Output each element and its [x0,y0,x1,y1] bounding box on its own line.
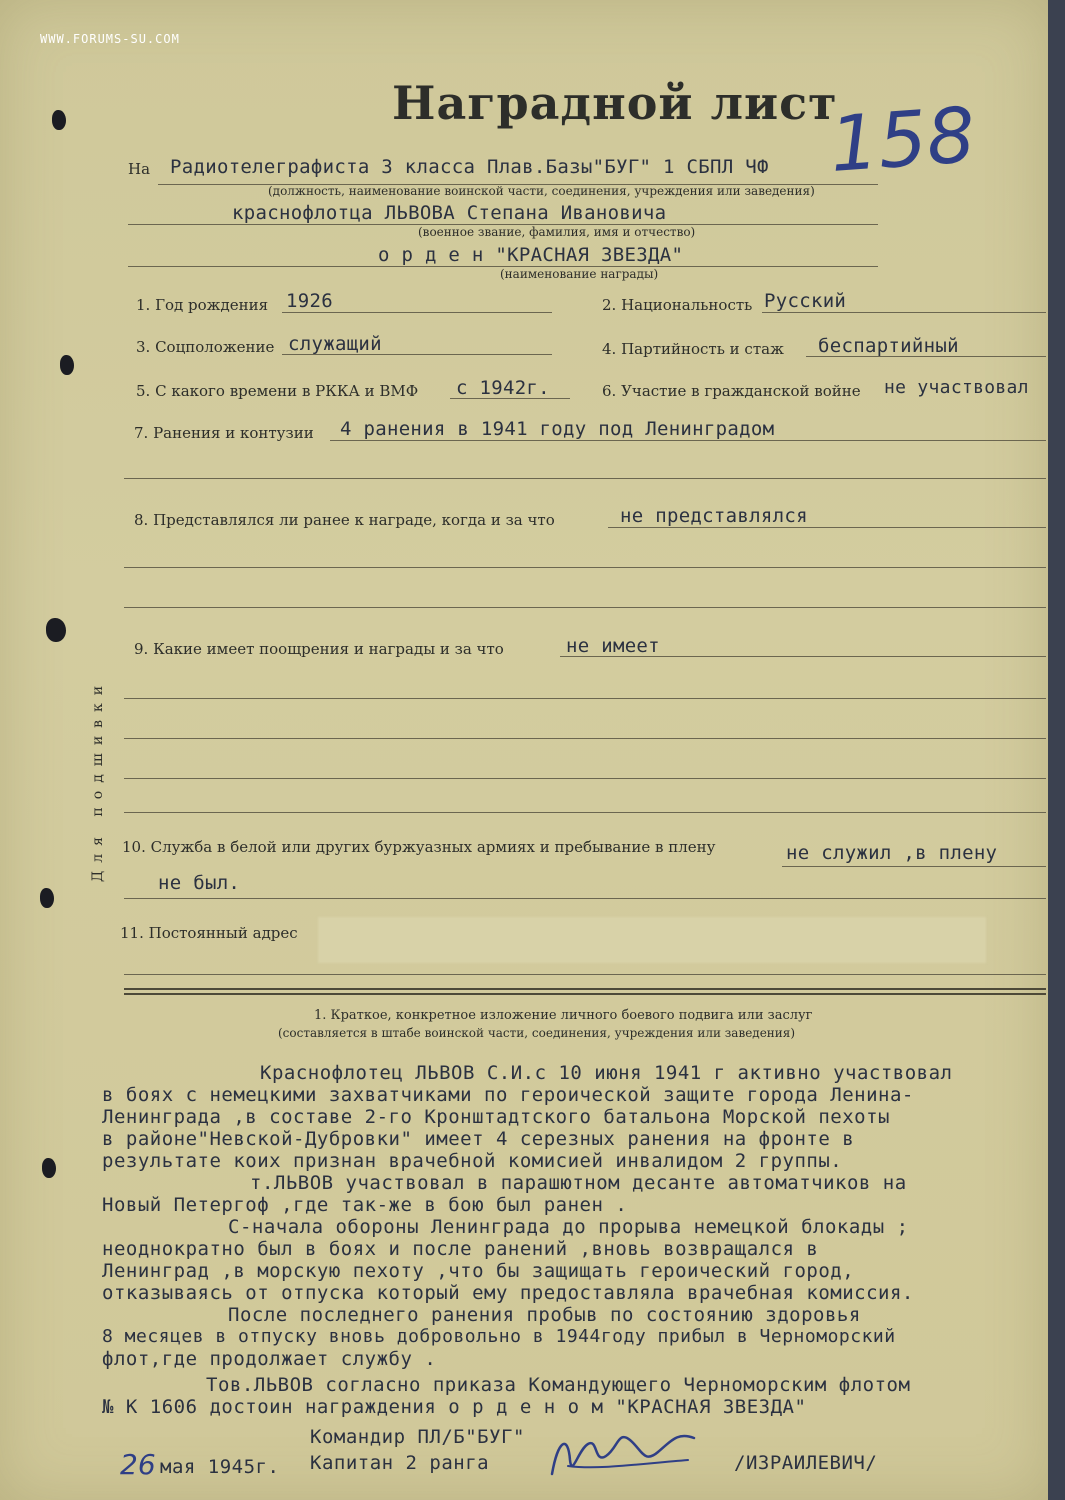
narrative-line: № К 1606 достоин награждения о р д е н о м "КРАСНАЯ ЗВЕЗДА" [102,1396,807,1418]
award-value: о р д е н "КРАСНАЯ ЗВЕЗДА" [378,244,684,266]
field-5-value: с 1942г. [456,377,550,399]
person-caption: (военное звание, фамилия, имя и отчество) [418,225,696,239]
narrative-line: Тов.ЛЬВОВ согласно приказа Командующего Черноморским флотом [206,1374,911,1396]
scan-edge [1048,0,1065,1500]
field-7-label: 7. Ранения и контузии [134,424,314,442]
field-1-label: 1. Год рождения [136,296,269,314]
field-9-value: не имеет [566,635,660,657]
punch-hole [60,355,74,375]
handwritten-number: 158 [827,90,978,189]
narrative-line: После последнего ранения пробыв по состоянию здоровья [228,1304,861,1326]
field-7-value: 4 ранения в 1941 году под Ленинградом [340,418,775,440]
field-3-label: 3. Соцположение [136,338,275,356]
site-watermark: WWW.FORUMS-SU.COM [40,32,180,46]
commander-rank: Капитан 2 ранга [310,1452,490,1474]
narrative-line: 8 месяцев в отпуску вновь добровольно в 1944году прибыл в Черноморский [102,1326,896,1347]
field-8-value: не представлялся [620,505,808,527]
field-8-label: 8. Представлялся ли ранее к награде, когда и за что [134,511,555,529]
position-caption: (должность, наименование воинской части, соединения, учреждения или заведения) [268,184,815,198]
punch-hole [40,888,54,908]
binding-note: Для подшивки [90,677,106,883]
narrative-line: Ленинграда ,в составе 2-го Кронштадтского батальона Морской пехоты [102,1106,890,1128]
field-4-label: 4. Партийность и стаж [602,340,784,358]
commander-name: /ИЗРАИЛЕВИЧ/ [734,1452,878,1474]
redacted-address [318,917,986,963]
field-2-value: Русский [764,290,847,312]
narrative-line: неоднократно был в боях и после ранений ,вновь возвращался в [102,1238,819,1260]
award-caption: (наименование награды) [500,267,659,281]
field-10-value-2: не был. [158,872,241,894]
field-3-value: служащий [288,333,382,355]
page-title: Наградной лист [392,76,838,130]
na-label: На [128,160,151,178]
field-4-value: беспартийный [818,335,959,357]
field-6-label: 6. Участие в гражданской войне [602,382,861,400]
field-6-value: не участвовал [884,377,1029,398]
handwritten-signature [548,1420,698,1480]
position-value: Радиотелеграфиста 3 класса Плав.Базы"БУГ" 1 СБПЛ ЧФ [170,156,769,178]
narrative-line: Краснофлотец ЛЬВОВ С.И.с 10 июня 1941 г активно участвовал [260,1062,953,1084]
narrative-line: в районе"Невской-Дубровки" имеет 4 серезных ранения на фронте в [102,1128,855,1150]
commander-title: Командир ПЛ/Б"БУГ" [310,1426,525,1448]
field-5-label: 5. С какого времени в РККА и ВМФ [136,382,419,400]
narrative-line: в боях с немецкими захватчиками по героической защите города Ленина- [102,1084,914,1106]
field-1-value: 1926 [286,290,333,312]
punch-hole [42,1158,56,1178]
section-heading: 1. Краткое, конкретное изложение личного боевого подвига или заслуг [314,1008,813,1023]
narrative-line: т.ЛЬВОВ участвовал в парашютном десанте автоматчиков на [250,1172,907,1194]
date-day: 26 [120,1448,156,1481]
punch-hole [52,110,66,130]
section-caption: (составляется в штабе воинской части, соединения, учреждения или заведения) [278,1026,796,1040]
date-rest: мая 1945г. [160,1456,280,1478]
narrative-line: С-начала обороны Ленинграда до прорыва немецкой блокады ; [228,1216,909,1238]
narrative-line: отказываясь от отпуска который ему предоставляла врачебная комиссия. [102,1282,914,1304]
narrative-line: флот,где продолжает службу . [102,1348,437,1370]
person-value: краснофлотца ЛЬВОВА Степана Ивановича [232,202,667,224]
narrative-line: результате коих признан врачебной комисией инвалидом 2 группы. [102,1150,843,1172]
narrative-line: Ленинград ,в морскую пехоту ,что бы защищать героический город, [102,1260,855,1282]
narrative-line: Новый Петергоф ,где так-же в бою был ранен . [102,1194,628,1216]
field-11-label: 11. Постоянный адрес [120,924,298,942]
field-10-label: 10. Служба в белой или других буржуазных армиях и пребывание в плену [122,838,716,856]
field-9-label: 9. Какие имеет поощрения и награды и за что [134,640,504,658]
field-2-label: 2. Национальность [602,296,753,314]
punch-hole [46,618,66,642]
field-10-value: не служил ,в плену [786,842,998,864]
